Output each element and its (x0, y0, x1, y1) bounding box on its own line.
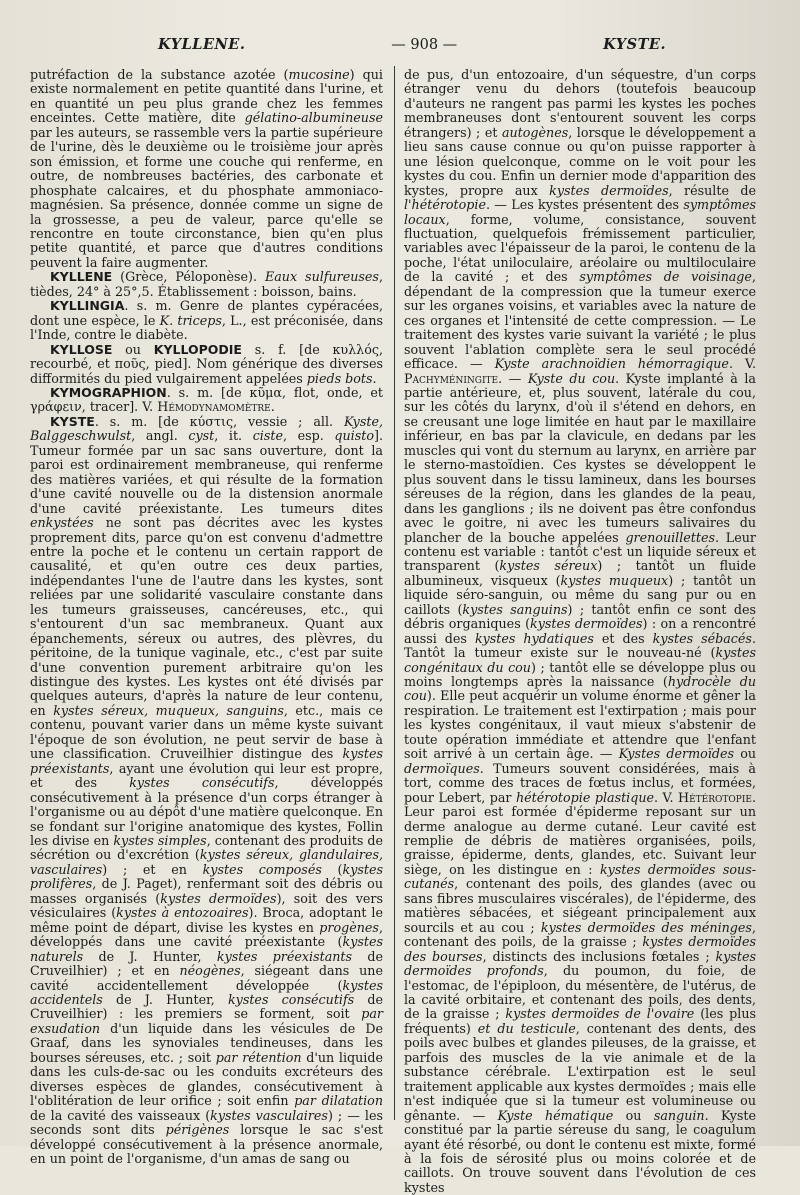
text-run: , siégeant dans une cavité accidentellement développée ( (30, 963, 383, 993)
text-run: . — Les kystes présentent des (485, 197, 684, 213)
italic-run: kystes séreux, glandulaires, vasculaires (30, 847, 383, 877)
italic-run: par exsudation (30, 1006, 383, 1036)
italic-run: Kyste hématique (497, 1107, 614, 1123)
italic-run: et du testicule (477, 1020, 576, 1036)
italic-run: dermoïques (404, 760, 480, 776)
text-run: ) : on a rencontré aussi des (404, 616, 756, 646)
headword: KYMOGRAPHION (50, 384, 167, 400)
italic-run: ciste (252, 428, 283, 444)
text-run: , it. (214, 428, 253, 444)
running-header (30, 36, 778, 53)
italic-run: enkystées (30, 515, 94, 531)
headword: KYLLOSE (50, 341, 113, 357)
small-caps-run: Pachyméningite (404, 370, 499, 386)
italic-run: kystes consécutifs (129, 775, 275, 791)
italic-run: kystes hydatiques (474, 630, 594, 646)
text-run: ou (733, 746, 757, 762)
text-run: , ayant une évolution qui leur est propre, et des (30, 760, 383, 791)
entry-kyste (30, 415, 383, 1167)
entry-continuation (30, 68, 383, 270)
text-run: . s. m. [de κύστις, vessie ; all. (94, 413, 344, 429)
text-run: de Cruveilhier) : les premiers se forment, soit (30, 992, 383, 1022)
text-run: , contenant des poils, des glandes (avec ou sans fibres musculaires viscérales), de l'épiderme, des matières sébacées, et siégeant principalement aux sourcils et au cou ; (404, 876, 756, 935)
text-run: ) ; — les seconds sont dits (30, 1107, 383, 1138)
text-run: par les auteurs, se rassemble vers la partie supérieure de l'urine, dès le deuxième ou le troisième jour après son émission, et forme une couche qui renferme, en outre, de nombreuses bactéries, des carbonate et phosphate calcaires, et du phosphate ammoniaco-magnésien. Sa présence, donnée comme un signe de la grossesse, a peu de valeur, parce qu'elle se rencontre en toute circonstance, bien qu'en plus petite quantité, et parce que d'autres conditions peuvent la faire augmenter. (30, 124, 383, 270)
italic-run: cyst (188, 428, 215, 444)
text-run: , esp. (282, 428, 335, 444)
italic-run: mucosine (288, 67, 350, 82)
italic-run: kystes dermoïdes (549, 182, 669, 198)
text-run: ). Broca, adoptant le même point de départ, divise les kystes en (30, 905, 383, 935)
text-run: . s. m. [de κῦμα, flot, onde, et γράφειν, tracer]. V. (30, 384, 383, 415)
text-run: (les plus fréquents) (404, 1006, 756, 1036)
text-run: de pus, d'un entozoaire, d'un séquestre, d'un corps étranger venu du dehors (toutefois beaucoup d'auteurs ne rangent pas parmi les kystes les poches membraneuses dont s'entourent souvent les corps étrangers) ; et (404, 67, 756, 140)
italic-run: kystes dermoïdes (530, 616, 643, 632)
text-run: , dépendant de la compression que la tumeur exerce sur les organes voisins, et variables avec la nature de ces organes et l'intensité de cette compression. — Le traitement des kystes varie suivant la variété ; le plus souvent l'ablation complète sera le seul procédé efficace. — (404, 269, 756, 372)
italic-run: kystes simples (113, 833, 207, 849)
italic-run: grenouillettes (625, 529, 716, 545)
text-run: . V. (654, 789, 679, 805)
text-run: , du poumon, du foie, de l'estomac, de l'épiploon, du mésentère, de l'utérus, de la cavité orbitaire, et contenant des poils, des dents, de la graisse ; (404, 963, 757, 1022)
text-run: de Cruveilhier) ; et en (30, 948, 383, 979)
text-run: ou (613, 1107, 654, 1123)
italic-run: kystes dermoïdes de l'ovaire (505, 1006, 695, 1022)
right-column (404, 68, 756, 1195)
italic-run: l'hétérotopie (404, 197, 486, 213)
italic-run: kystes congénitaux du cou (404, 645, 756, 675)
text-run: ). Elle peut acquérir un volume énorme et gêner la respiration. Le traitement est l'extirpation ; mais pour les kystes congénitaux, il vaut mieux s'abstenir de toute opération immédiate et attendre que l'enfant soit arrivé à un certain âge. — (404, 688, 756, 762)
text-run: , L., est préconisée, dans l'Inde, contre le diabète. (30, 312, 383, 343)
text-run: lorsque le sac s'est développé consécutivement à la présence anormale, en un point de l'organisme, d'un amas de sang ou (30, 1122, 383, 1166)
text-run: , contenant des poils, de la graisse ; (404, 919, 756, 950)
italic-run: kystes consécutifs (227, 992, 355, 1007)
italic-run: kystes dermoïdes des méninges (540, 919, 752, 935)
italic-run: kystes à entozoaires (116, 905, 249, 921)
italic-run: kystes sanguins (462, 601, 568, 617)
italic-run: kystes dermoïdes (160, 890, 277, 906)
left-column (30, 68, 383, 1166)
text-run: , développés dans une cavité préexistante ( (30, 919, 383, 950)
header-right-word: KYSTE. (603, 36, 666, 53)
text-run: , etc., mais ce contenu, pouvant varier dans un même kyste suivant l'époque de son évolution, ne peut servir de base à une classification. Cruveilhier distingue des (30, 702, 383, 762)
italic-run: Kyste du cou (527, 370, 616, 386)
italic-run: par rétention (215, 1049, 302, 1065)
italic-run: kystes préexistants (216, 948, 353, 964)
text-run: . (372, 370, 377, 386)
italic-run: Eaux sulfureuses (264, 269, 379, 285)
text-run: . Leur contenu est variable : tantôt c'est un liquide séreux et transparent ( (404, 529, 756, 574)
entry-kyllose (30, 343, 383, 386)
text-run: . Kyste implanté à la partie antérieure, et, plus souvent, latérale du cou, sur les côtés du larynx, d'où il s'étend en dehors, en se creusant une loge limitée en haut par le maxillaire inférieur, en bas par la clavicule, en dedans par les muscles qui vont du sternum au larynx, en arrière par le sterno-mastoïdien. Ces kystes se développent le plus souvent dans le tissu lamineux, dans les bourses séreuses de la région, dans les glandes de la peau, dans les ganglions ; ils ne doivent pas être confondus avec le goitre, ni avec les tumeurs salivaires du plancher de la bouche appelées (404, 370, 756, 545)
text-run: de la cavité des vaisseaux ( (30, 1107, 211, 1123)
small-caps-run: Hémodynamomètre (157, 399, 271, 415)
italic-run: K. triceps (159, 312, 222, 328)
text-run: ( (321, 861, 343, 877)
italic-run: gélatino-albumineuse (244, 110, 383, 126)
headword: KYSTE (50, 413, 95, 429)
headword: KYLLENE (50, 269, 113, 285)
italic-run: Kyste arachnoïdien hémorragique (494, 356, 729, 372)
headword: KYLLINGIA (50, 298, 125, 314)
text-run: et des (593, 630, 653, 646)
italic-run: kystes séreux (499, 558, 598, 574)
text-run: ) qui existe normalement en petite quantité dans l'urine, et en quantité un peu plus grande chez les femmes enceintes. Cette matière, dite (30, 67, 383, 126)
text-run: , contenant des dents, des poils avec bulbes et glandes pileuses, de la graisse, et parfois des muscles de la vie animale et de la substance cérébrale. L'extirpation est le seul traitement applicable aux kystes dermoïdes ; mais elle n'est indiquée que si la tumeur est volumineuse ou gênante. — (404, 1020, 756, 1123)
italic-run: kystes prolifères (30, 861, 383, 892)
text-run: putréfaction de la substance azotée ( (30, 67, 289, 82)
italic-run: kystes naturels (30, 934, 383, 964)
italic-run: kystes séreux, muqueux, sanguins (53, 702, 284, 718)
italic-run: kystes dermoïdes sous-cutanés (404, 861, 756, 892)
entry-kyste-continued (404, 68, 756, 1195)
italic-run: symptômes locaux (404, 197, 756, 227)
text-run: , angl. (131, 428, 189, 444)
headword: KYLLOPODIE (153, 341, 242, 357)
italic-run: autogènes (501, 124, 569, 140)
text-run: . (270, 399, 275, 415)
text-run: . Tantôt la tumeur existe sur le nouveau-né ( (404, 630, 756, 661)
page-number: — 908 — (391, 37, 458, 53)
text-run: , tièdes, 24° à 25°,5. Établissement : boisson, bains. (30, 269, 383, 299)
text-run: . s. m. Genre de plantes cypéracées, dont une espèce, le (30, 298, 383, 328)
entry-kyllingia (30, 299, 383, 342)
text-run: ne sont pas décrites avec les kystes proprement dits, parce qu'on est convenu d'admettre entre la poche et le contenu un certain rapport de causalité, et qu'en outre ces deux parties, indépendantes l'une de l'autre dans les kystes, sont reliées par une solidarité vasculaire constante dans les tumeurs graisseuses, cancéreuses, etc., qui s'entourent d'un sac membraneux. Quant aux épanchements, séreux ou autres, des plèvres, du péritoine, de la tunique vaginale, etc., c'est par suite d'une convention purement arbitraire qu'on les distingue des kystes. Les kystes ont été divisés par quelques auteurs, d'après la nature de leur contenu, en (30, 515, 383, 718)
italic-run: kystes accidentels (30, 977, 383, 1007)
text-run: . V. (728, 356, 756, 372)
italic-run: symptômes de voisinage (579, 269, 752, 285)
text-run: de J. Hunter, (83, 948, 217, 964)
text-run: ) ; et en (102, 861, 203, 877)
italic-run: hydrocèle du cou (404, 674, 757, 704)
text-run: . Leur paroi est formée d'épiderme reposant sur un derme analogue au derme cutané. Leur cavité est remplie de débris de matières organisées, poils, graisse, épiderme, dents, glandes, etc. Suivant leur siège, on les distingue en : (404, 789, 756, 877)
text-run: , résulte de (668, 182, 756, 198)
italic-run: pieds bots (306, 370, 373, 386)
small-caps-run: Hétérotopie (678, 789, 752, 805)
italic-run: kystes sébacés (652, 630, 752, 646)
text-run: . Tumeurs souvent considérées, mais à tort, comme des traces de fœtus inclus, et formées, pour Lebert, par (404, 760, 756, 805)
text-run: ]. Tumeur formée par un sac sans ouverture, dont la paroi est ordinairement membraneuse, qui renferme des matières variées, et qui résulte de la formation d'une cavité nouvelle ou de la distension anormale d'une cavité préexistante. Les tumeurs dites (30, 428, 383, 516)
text-run: , contenant des produits de sécrétion ou d'excrétion ( (30, 833, 384, 863)
italic-run: périgènes (165, 1122, 230, 1138)
entry-kyllene (30, 270, 383, 299)
text-run: d'un liquide dans les vésicules de De Graaf, dans les synoviales tendineuses, dans les bourses séreuses, etc. ; soit (30, 1020, 383, 1065)
column-divider (394, 66, 395, 1120)
italic-run: par dilatation (294, 1093, 383, 1109)
entry-kymographion (30, 386, 383, 415)
text-run: , développés consécutivement à la présence d'un corps étranger à l'organisme ou au dépôt d'une matière quelconque. En se fondant sur l'origine anatomique des kystes, Follin les divise en (30, 775, 383, 849)
header-left-word: KYLLENE. (158, 36, 246, 53)
italic-run: kystes dermoïdes profonds (404, 948, 756, 979)
italic-run: quisto (334, 428, 374, 444)
text-run: de J. Hunter, (102, 992, 228, 1007)
text-run: , forme, volume, consistance, souvent fluctuation, quelquefois frémissement particulier, variables avec l'épaisseur de la paroi, le contenu de la poche, l'état uniloculaire, aréolaire ou multiloculaire de la cavité ; et des (404, 211, 756, 285)
italic-run: néogènes (179, 963, 241, 979)
text-run: . — (498, 370, 528, 386)
italic-run: kystes muqueux (560, 572, 669, 588)
text-run: s. f. [de κυλλός, recourbé, et ποῦς, pied]. Nom générique des diverses difformités du pied vulgairement appelées (30, 341, 383, 386)
italic-run: Kyste, Balggeschwulst (30, 413, 383, 444)
italic-run: Kystes dermoïdes (618, 746, 734, 762)
text-run: ) ; tantôt un fluide albumineux, visqueux ( (404, 558, 756, 588)
text-run: , distincts des inclusions fœtales ; (482, 948, 716, 964)
italic-run: kystes préexistants (30, 746, 383, 776)
text-run: d'un liquide dans les culs-de-sac ou les conduits excréteurs des diverses espèces de glandes, consécutivement à l'oblitération de leur orifice ; soit enfin (30, 1049, 383, 1109)
italic-run: kystes vasculaires (210, 1107, 328, 1123)
text-run: ) ; tantôt elle se développe plus ou moins longtemps après la naissance ( (404, 659, 756, 690)
text-run: ) ; tantôt enfin ce sont des débris organiques ( (404, 601, 756, 632)
italic-run: sanguin (653, 1107, 705, 1123)
text-run: . Kyste constitué par la partie séreuse du sang, le coagulum ayant été résorbé, ou dont le contenu est mixte, formé à la fois de sérosité plus ou moins colorée et de caillots. On trouve souvent dans l'évolution de ces kystes (404, 1107, 756, 1195)
italic-run: hétérotopie plastique (515, 789, 655, 805)
italic-run: kystes dermoïdes des bourses (404, 934, 756, 964)
text-run: , de J. Paget), renfermant soit des débris ou masses organisés ( (30, 876, 383, 906)
italic-run: kystes composés (202, 861, 322, 877)
italic-run: progènes (319, 919, 379, 935)
text-run: ou (112, 341, 154, 357)
text-run: (Grèce, Péloponèse). (112, 269, 265, 285)
text-run: , lorsque le développement a lieu sans cause connue ou qu'on puisse rapporter à une lésion quelconque, comme on le voit pour les kystes du cou. Enfin un dernier mode d'apparition des kystes, propre aux (404, 124, 757, 198)
text-run: ) ; tantôt un liquide séro-sanguin, ou même du sang pur ou en caillots ( (404, 572, 756, 617)
text-run: ), soit des vers vésiculaires ( (30, 890, 383, 921)
